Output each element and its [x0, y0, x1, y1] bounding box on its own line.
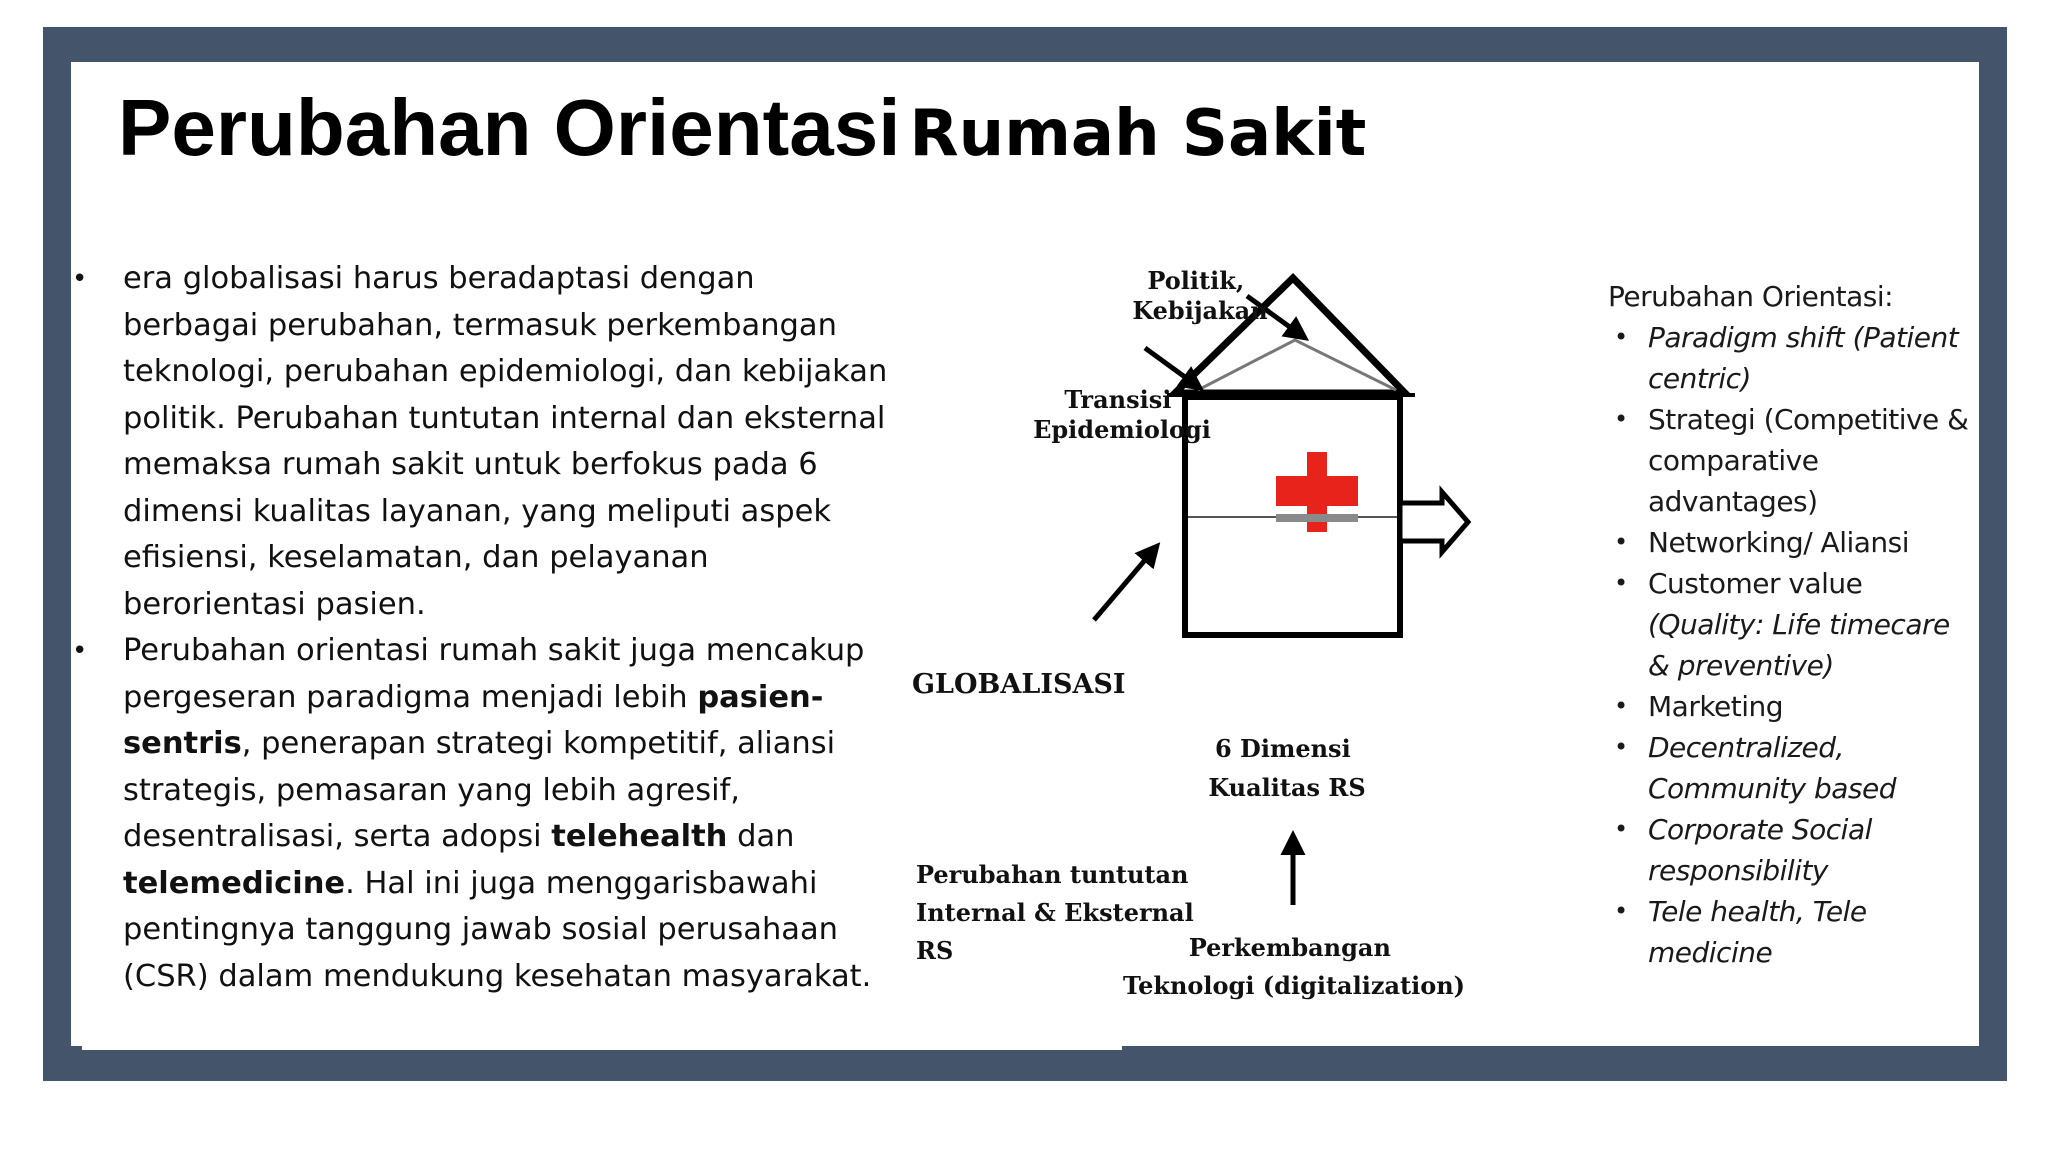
orientation-item-text: Marketing [1648, 690, 1784, 723]
output-arrow-icon [1400, 492, 1468, 552]
bullet-text: dan [727, 819, 795, 854]
tuntutan-arrow-icon [1094, 546, 1157, 620]
body-bullet-list [70, 256, 890, 1000]
bullet-icon: • [1614, 815, 1628, 843]
label-globalisasi: GLOBALISASI [912, 669, 1126, 700]
bullet-icon: • [72, 264, 88, 294]
orientation-item [1608, 399, 1978, 522]
bullet-text: Perubahan orientasi rumah sakit juga mencakup pergeseran paradigma menjadi lebih [123, 633, 865, 715]
orientation-item [1608, 727, 1978, 809]
bullet-icon: • [1614, 405, 1628, 433]
orientation-item [1608, 522, 1978, 563]
body-bullet-item [70, 628, 890, 1000]
label-teknologi: Perkembangan Teknologi (digitalization) [1122, 933, 1466, 1000]
orientation-item-text: Corporate Social responsibility [1648, 813, 1872, 887]
bullet-icon: • [1614, 733, 1628, 761]
label-transisi: Transisi Epidemiologi [1033, 385, 1211, 444]
label-politik: Politik, Kebijakan [1132, 266, 1268, 325]
bold-term: pasien-sentris [123, 679, 824, 761]
label-center: 6 Dimensi Kualitas RS [1208, 734, 1366, 802]
orientation-item [1608, 891, 1978, 973]
bullet-icon: • [1614, 897, 1628, 925]
orientation-item [1608, 809, 1978, 891]
orientation-list [1608, 276, 1978, 973]
orientation-item-detail: (Quality: Life timecare & preventive) [1648, 608, 1950, 682]
orientation-heading: Perubahan Orientasi: [1608, 280, 1894, 313]
orientation-item-text: Decentralized, Community based [1648, 731, 1896, 805]
bullet-icon: • [1614, 323, 1628, 351]
bold-term: telehealth [551, 819, 728, 854]
slide-title [118, 83, 1367, 172]
bullet-icon: • [1614, 528, 1628, 556]
roof-inner-line [1198, 340, 1396, 390]
orientation-item-text: Tele health, Tele medicine [1648, 895, 1867, 969]
label-tuntutan: Perubahan tuntutan Internal & Eksternal RS [916, 860, 1194, 965]
divider [82, 1042, 1122, 1050]
title-sub: Rumah Sakit [909, 97, 1367, 171]
orientation-item [1608, 317, 1978, 399]
bullet-icon: • [1614, 569, 1628, 597]
orientation-item [1608, 686, 1978, 727]
orientation-item [1608, 563, 1978, 686]
orientation-items [1608, 317, 1978, 973]
orientation-item-text: Networking/ Aliansi [1648, 526, 1910, 559]
hospital-orientation-diagram [900, 250, 1590, 1020]
orientation-item-lead: Customer value [1648, 567, 1863, 600]
orientation-item-text: Strategi (Competitive & comparative advantages) [1648, 403, 1969, 518]
bullet-icon: • [1614, 692, 1628, 720]
bullet-icon: • [72, 636, 88, 666]
bold-term: telemedicine [123, 865, 346, 901]
body-bullet-item [70, 256, 890, 628]
title-main: Perubahan Orientasi [118, 83, 901, 172]
red-cross-icon [1276, 452, 1358, 532]
bullet-text: , penerapan strategi kompetitif, aliansi strategis, pemasaran yang lebih agresif, desentralisasi, serta adopsi [123, 726, 836, 854]
bullet-text: era globalisasi harus beradaptasi dengan berbagai perubahan, termasuk perkembangan teknologi, perubahan epidemiologi, dan kebijakan politik. Perubahan tuntutan internal dan eksternal memaksa rumah sakit untuk berfokus pada 6 dimensi kualitas layanan, yang meliputi aspek efisiensi, keselamatan, dan pelayanan berorientasi pasien. [123, 261, 888, 622]
transisi-arrow-icon [1145, 348, 1200, 388]
bullet-text: . Hal ini juga menggarisbawahi pentingnya tanggung jawab sosial perusahaan (CSR) dalam mendukung kesehatan masyarakat. [123, 865, 872, 994]
orientation-item-text: Paradigm shift (Patient centric) [1648, 321, 1959, 395]
